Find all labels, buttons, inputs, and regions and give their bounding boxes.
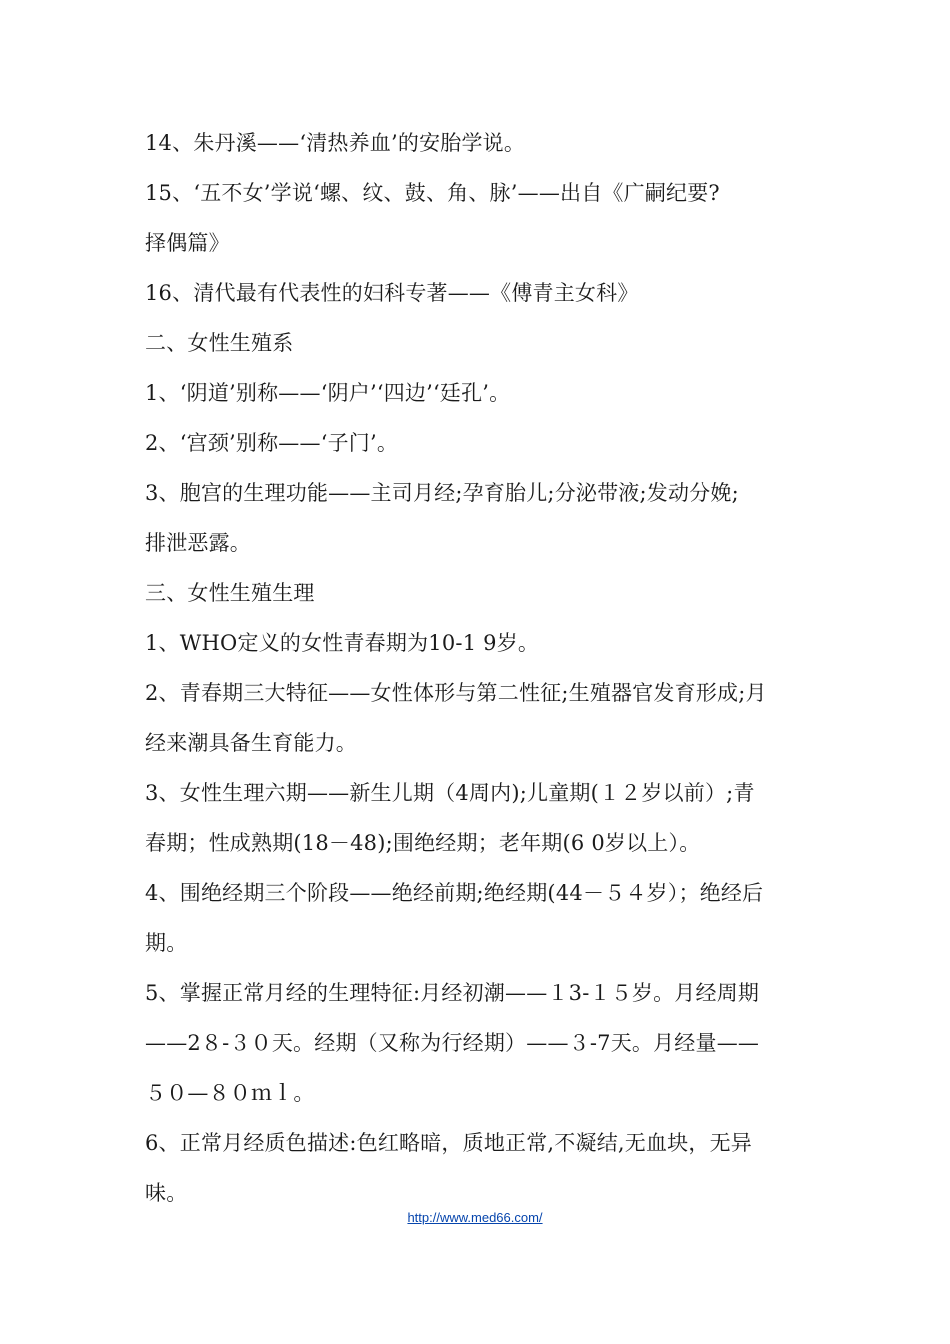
page-footer (0, 1210, 950, 1225)
section-heading: 三、女性生殖生理 (145, 581, 315, 605)
document-body (145, 118, 810, 1218)
text-line: 择偶篇》 (145, 231, 230, 255)
footer-link[interactable]: http://www.med66.com/ (407, 1210, 543, 1225)
text-line: 15、‘五不女’学说‘螺、纹、鼓、角、脉’——出自《广嗣纪要? (145, 181, 720, 205)
text-line: 5、掌握正常月经的生理特征:月经初潮——１3-１５岁。月经周期 (145, 981, 760, 1005)
text-line: ——2８-３０天。经期（又称为行经期）——３-7天。月经量—— (145, 1031, 760, 1055)
text-line: 味。 (145, 1181, 188, 1205)
text-line: 春期；性成熟期(18－48);围绝经期；老年期(6 0岁以上）。 (145, 831, 701, 855)
text-line: 4、围绝经期三个阶段——绝经前期;绝经期(44－５４岁）；绝经后 (145, 881, 764, 905)
text-line: 1、WHO定义的女性青春期为10-1 9岁。 (145, 631, 540, 655)
text-line: 排泄恶露。 (145, 531, 251, 555)
text-line: 14、朱丹溪——‘清热养血’的安胎学说。 (145, 131, 526, 155)
text-line: 3、女性生理六期——新生儿期（4周内);儿童期(１２岁以前）;青 (145, 781, 755, 805)
text-line: ５０—８０ｍｌ。 (145, 1081, 315, 1105)
text-line: 期。 (145, 931, 188, 955)
text-line: 2、青春期三大特征——女性体形与第二性征;生殖器官发育形成;月 (145, 681, 767, 705)
text-line: 1、‘阴道’别称——‘阴户’‘四边’‘廷孔’。 (145, 381, 511, 405)
text-line: 6、正常月经质色描述:色红略暗，质地正常,不凝结,无血块，无异 (145, 1131, 752, 1155)
text-line: 2、‘宫颈’别称——‘子门’。 (145, 431, 399, 455)
text-line: 3、胞宫的生理功能——主司月经;孕育胎儿;分泌带液;发动分娩; (145, 481, 739, 505)
section-heading: 二、女性生殖系 (145, 331, 294, 355)
text-line: 经来潮具备生育能力。 (145, 731, 357, 755)
text-line: 16、清代最有代表性的妇科专著——《傅青主女科》 (145, 281, 639, 305)
